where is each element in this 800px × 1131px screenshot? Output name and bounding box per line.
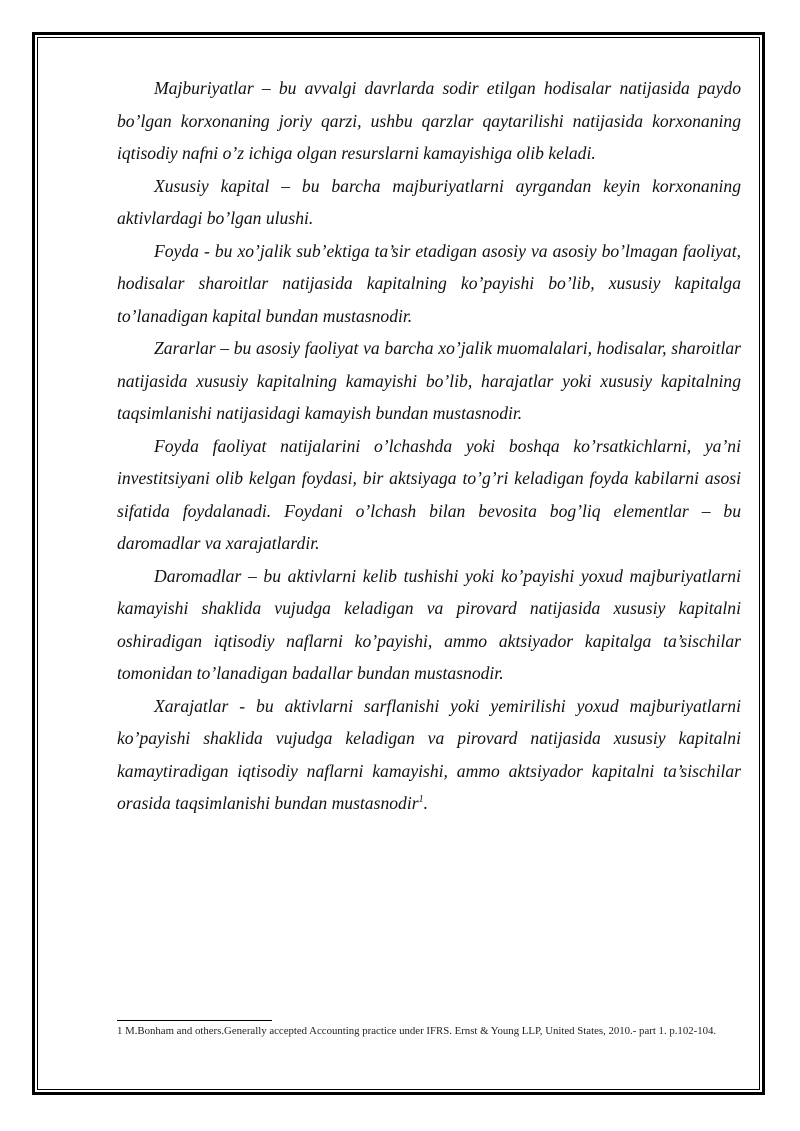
footnote-reference[interactable]: 1: [418, 794, 424, 806]
paragraph-xususiy-kapital: Xususiy kapital – bu barcha majburiyatlarni ayrgandan keyin korxonaning aktivlardagi bo’lgan ulushi.: [117, 175, 741, 228]
paragraph-xarajatlar-text: Xarajatlar - bu aktivlarni sarflanishi yoki yemirilishi yoxud majburiyatlarni ko’payishi shaklida vujudga keladigan va pirovard natijasida xususiy kapitalni kamaytiradigan iqtisodiy naflarni kamayishi, ammo aktsiyador kapitalni ta’sischilar orasida taqsimlanishi bundan mustasnodir: [117, 695, 741, 813]
paragraph-daromadlar: Daromadlar – bu aktivlarni kelib tushishi yoki ko’payishi yoxud majburiyatlarni kamayishi shaklida vujudga keladigan va pirovard natijasida xususiy kapitalni oshiradigan iqtisodiy naflarni ko’payishi, ammo aktsiyador kapitalga ta’sischilar tomonidan to’lanadigan badallar bundan mustasnodir.: [117, 565, 741, 683]
paragraph-zararlar: Zararlar – bu asosiy faoliyat va barcha xo’jalik muomalalari, hodisalar, sharoitlar natijasida xususiy kapitalning kamayishi bo’lib, harajatlar yoki xususiy kapitalning taqsimlanishi natijasidagi kamayish bundan mustasnodir.: [117, 338, 741, 423]
paragraph-xarajatlar: [117, 690, 741, 820]
paragraph-end-mark: .: [423, 793, 428, 813]
footnote-separator: [117, 1020, 272, 1021]
document-body: [117, 72, 741, 820]
paragraph-majburiyatlar: Majburiyatlar – bu avvalgi davrlarda sodir etilgan hodisalar natijasida paydo bo’lgan korxonaning joriy qarzi, ushbu qarzlar qaytarilishi natijasida korxonaning iqtisodiy nafni o’z ichiga olgan resurslarni kamayishiga olib keladi.: [117, 78, 741, 163]
footnote-text: 1 M.Bonham and others.Generally accepted Accounting practice under IFRS. Ernst & Young LLP, United States, 2010.- part 1. p.102-104.: [117, 1025, 717, 1037]
paragraph-foyda-olchash: Foyda faoliyat natijalarini o’lchashda yoki boshqa ko’rsatkichlarni, ya’ni investitsiyani olib kelgan foydasi, bir aktsiyaga to’g’ri keladigan foyda kabilarni asosi sifatida foydalanadi. Foydani o’lchash bilan bevosita bog’liq elementlar – bu daromadlar va xarajatlardir.: [117, 435, 741, 553]
paragraph-foyda: Foyda - bu xo’jalik sub’ektiga ta’sir etadigan asosiy va asosiy bo’lmagan faoliyat, hodisalar sharoitlar natijasida kapitalning ko’payishi bo’lib, xususiy kapitalga to’lanadigan kapital bundan mustasnodir.: [117, 240, 741, 326]
